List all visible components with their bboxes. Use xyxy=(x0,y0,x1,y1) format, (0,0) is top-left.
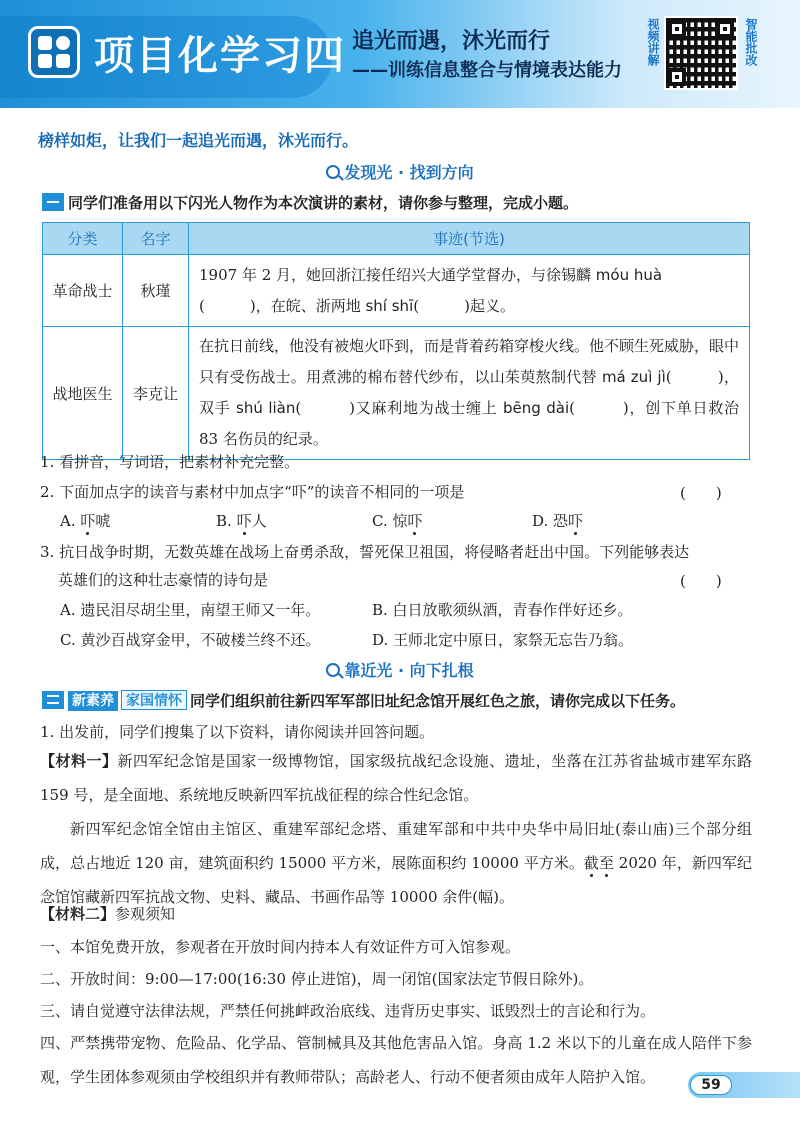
table-cell-category: 战地医生 xyxy=(43,327,123,460)
material-table xyxy=(42,222,750,460)
table-header-row xyxy=(43,223,750,255)
q1-sub2-option-d[interactable]: D. 恐吓 xyxy=(532,512,584,530)
pinyin-prompt: shú liàn xyxy=(236,399,296,417)
section-title-2: 靠近光 · 向下扎根 xyxy=(0,658,800,681)
material-one-p1: 【材料一】新四军纪念馆是国家一级博物馆，国家级抗战纪念设施、遗址，坐落在江苏省盐城市建军东路 159 号，是全面地、系统地反映新四军抗战征程的综合性纪念馆。 xyxy=(40,752,752,804)
table-cell-deed: 在抗日前线，他没有被炮火吓到，而是背着药箱穿梭火线。他不顾生死威胁，眼中只有受伤战士。用煮沸的棉布替代纱布，以山茱萸熬制代替 má zuì jì( )，双手 shú liàn( )又麻利地为战士缠上 bēng dài( )，创下单日救治 83 名伤员的纪录。 xyxy=(189,327,750,460)
rule-item: 四、严禁携带宠物、危险品、化学品、管制械具及其他危害品入馆。身高 1.2 米以下的儿童在成人陪伴下参观，学生团体参观须由学校组织并有教师带队；高龄老人、行动不便者须由成年人陪护入馆。 xyxy=(40,1034,752,1086)
page-number: 59 xyxy=(690,1075,732,1095)
rule-item: 三、请自觉遵守法律法规，严禁任何挑衅政治底线、违背历史事实、诋毁烈士的言论和行为。 xyxy=(40,1002,656,1020)
q1-sub2-option-b[interactable]: B. 吓人 xyxy=(216,512,267,530)
table-row xyxy=(43,255,750,327)
rule-item: 二、开放时间：9:00—17:00(16:30 停止进馆)，周一闭馆(国家法定节假日除外)。 xyxy=(40,970,594,988)
magnifier-icon xyxy=(326,663,340,677)
table-cell-deed: 1907 年 2 月，她回浙江接任绍兴大通学堂督办，与徐锡麟 móu huà ( )，在皖、浙两地 shí shī( )起义。 xyxy=(189,255,750,327)
q1-sub2-option-c[interactable]: C. 惊吓 xyxy=(372,512,423,530)
section-title-1: 发现光 · 找到方向 xyxy=(0,160,800,183)
intro-text: 榜样如炬，让我们一起追光而遇，沐光而行。 xyxy=(38,131,359,150)
qr-right-label: 智能批改 xyxy=(744,18,758,66)
pinyin-prompt: bēng dài xyxy=(502,399,570,417)
answer-paren[interactable]: ( ) xyxy=(680,484,722,502)
project-grid-icon xyxy=(28,26,80,78)
q1-sub2-stem: 2. 下面加点字的读音与素材中加点字“吓”的读音不相同的一项是 xyxy=(40,483,465,501)
question-1-prompt: 同学们准备用以下闪光人物作为本次演讲的素材，请你参与整理，完成小题。 xyxy=(42,192,578,213)
qr-code-area[interactable] xyxy=(646,14,758,92)
material-two-title: 【材料二】参观须知 xyxy=(40,905,176,923)
q1-sub1: 1. 看拼音，写词语，把素材补充完整。 xyxy=(40,453,300,471)
pinyin-prompt: móu huà xyxy=(595,265,663,284)
q1-sub3-stem: 3. 抗日战争时期，无数英雄在战场上奋勇杀敌，誓死保卫祖国，将侵略者赶出中国。下列能够表达 xyxy=(40,543,690,561)
magnifier-icon xyxy=(326,165,340,179)
answer-blank[interactable]: ( )，创下单日救治 83 名伤员的纪录。 xyxy=(199,399,739,448)
q1-sub3-stem-cont: 英雄们的这种壮志豪情的诗句是 xyxy=(58,571,269,589)
q1-sub3-option-d[interactable]: D. 王师北定中原日，家祭无忘告乃翁。 xyxy=(372,631,634,649)
table-header: 事迹(节选) xyxy=(189,223,750,255)
q1-sub3-option-a[interactable]: A. 遗民泪尽胡尘里，南望王师又一年。 xyxy=(60,601,321,619)
answer-blank[interactable]: ( )又麻利地为战士缠上 xyxy=(295,399,503,417)
q1-sub3-option-b[interactable]: B. 白日放歌须纵酒，青春作伴好还乡。 xyxy=(372,601,633,619)
answer-blank[interactable]: ( )起义。 xyxy=(413,296,515,315)
question-number-one-icon xyxy=(42,193,64,211)
page-title: 项目化学习四 xyxy=(94,33,346,79)
qr-code-icon[interactable] xyxy=(664,16,738,90)
tag-new-literacy: 新素养 xyxy=(68,691,118,711)
page-subtitle: 追光而遇，沐光而行 xyxy=(352,29,551,54)
q1-sub3-option-c[interactable]: C. 黄沙百战穿金甲，不破楼兰终不还。 xyxy=(60,631,321,649)
pinyin-prompt: má zuì jì xyxy=(601,368,666,386)
pinyin-prompt: shí shī xyxy=(365,296,414,315)
material-one-p2: 新四军纪念馆全馆由主馆区、重建军部纪念塔、重建军部和中共中央华中局旧址(泰山庙)三个部分组成，总占地近 120 亩，建筑面积约 15000 平方米，展陈面积约 10000 平方米。截至 2020 年，新四军纪念馆馆藏新四军抗战文物、史料、藏品、书画作品等 10000 余件(幅)。 xyxy=(40,820,752,906)
qr-left-label: 视频讲解 xyxy=(646,18,660,66)
rule-item: 一、本馆免费开放，参观者在开放时间内持本人有效证件方可入馆参观。 xyxy=(40,938,521,956)
tag-patriotism: 家国情怀 xyxy=(121,690,187,710)
answer-paren[interactable]: ( ) xyxy=(680,572,722,590)
table-row xyxy=(43,327,750,460)
q1-sub2-option-a[interactable]: A. 吓唬 xyxy=(60,512,111,530)
page-subtitle-skill: ——训练信息整合与情境表达能力 xyxy=(352,60,622,81)
table-cell-name: 李克让 xyxy=(123,327,189,460)
answer-blank[interactable]: ( )，双手 xyxy=(199,368,739,417)
table-cell-name: 秋瑾 xyxy=(123,255,189,327)
table-header: 分类 xyxy=(43,223,123,255)
question-2-prompt: 新素养 家国情怀 同学们组织前往新四军军部旧址纪念馆开展红色之旅，请你完成以下任务。 xyxy=(42,690,685,711)
table-cell-category: 革命战士 xyxy=(43,255,123,327)
question-number-two-icon xyxy=(42,691,64,709)
table-header: 名字 xyxy=(123,223,189,255)
q2-sub1: 1. 出发前，同学们搜集了以下资料，请你阅读并回答问题。 xyxy=(40,723,435,741)
answer-blank[interactable]: ( )，在皖、浙两地 xyxy=(199,296,366,315)
